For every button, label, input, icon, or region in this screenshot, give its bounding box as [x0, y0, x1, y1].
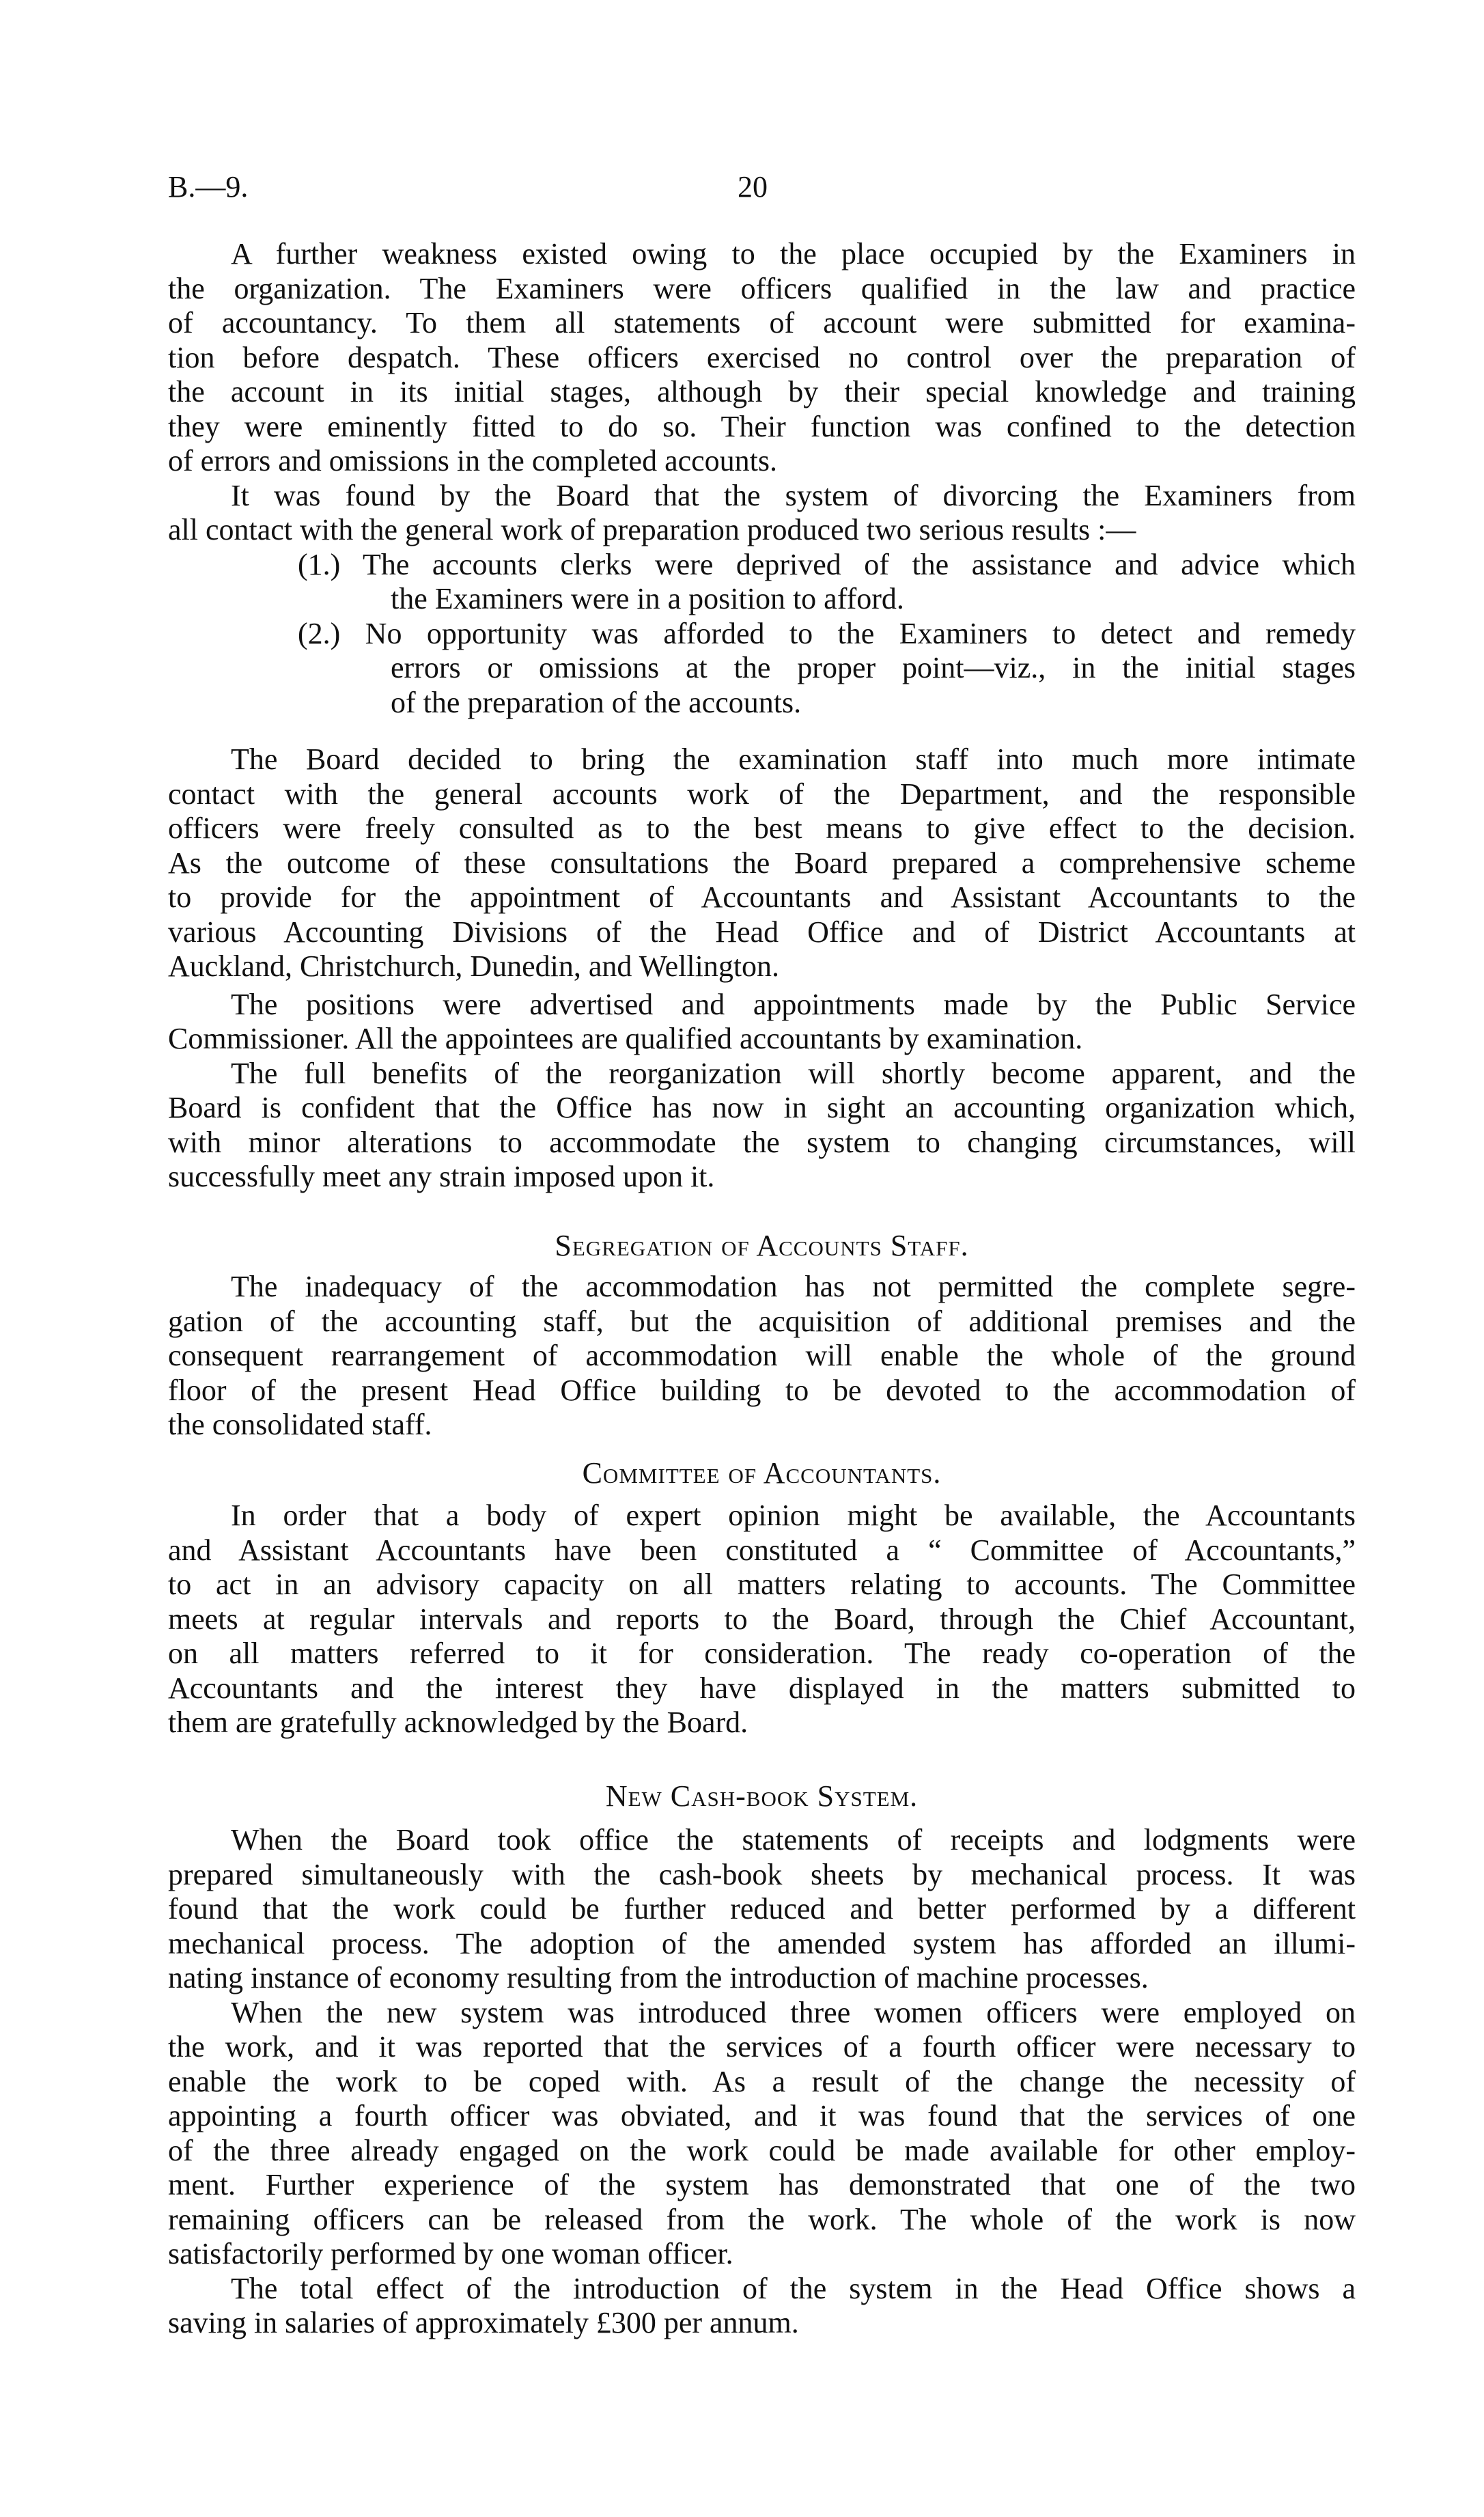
text-line: When the Board took office the statements of receipts and lodgments were — [231, 1823, 1356, 1857]
text-line: As the outcome of these consultations the Board prepared a comprehensive scheme — [168, 846, 1356, 880]
text-line: of accountancy. To them all statements of account were submitted for examina- — [168, 306, 1356, 339]
text-line: on all matters referred to it for consideration. The ready co-operation of the — [168, 1637, 1356, 1670]
text-line: mechanical process. The adoption of the amended system has afforded an illumi- — [168, 1926, 1356, 1960]
paragraph — [168, 1499, 1356, 1740]
text-line: nating instance of economy resulting from the introduction of machine processes. — [168, 1961, 1149, 1994]
page-number: 20 — [738, 170, 768, 204]
text-line: and Assistant Accountants have been constituted a “ Committee of Accountants,” — [168, 1533, 1356, 1567]
paragraph — [168, 1823, 1356, 1996]
text-line: When the new system was introduced three women officers were employed on — [231, 1995, 1356, 2029]
text-line: officers were freely consulted as to the best means to give effect to the decision. — [168, 811, 1356, 845]
text-line: A further weakness existed owing to the place occupied by the Examiners in — [231, 237, 1356, 270]
text-line: The inadequacy of the accommodation has not permitted the complete segre- — [231, 1270, 1356, 1303]
paragraph — [168, 742, 1356, 984]
text-line: they were eminently fitted to do so. Their function was confined to the detection — [168, 409, 1356, 443]
text-line: errors or omissions at the proper point—viz., in the initial stages — [391, 651, 1356, 684]
text-line: found that the work could be further reduced and better performed by a different — [168, 1892, 1356, 1925]
text-line: tion before despatch. These officers exercised no control over the preparation of — [168, 340, 1356, 374]
paragraph — [168, 237, 1356, 479]
text-line: enable the work to be coped with. As a result of the change the necessity of — [168, 2064, 1356, 2098]
text-line: the organization. The Examiners were officers qualified in the law and practice — [168, 271, 1356, 305]
text-line: meets at regular intervals and reports to the Board, through the Chief Accountant, — [168, 1602, 1356, 1636]
text-line: Commissioner. All the appointees are qualified accountants by examination. — [168, 1022, 1083, 1055]
text-line: The total effect of the introduction of the system in the Head Office shows a — [231, 2271, 1356, 2305]
text-line: prepared simultaneously with the cash-book sheets by mechanical process. It was — [168, 1857, 1356, 1891]
text-line: In order that a body of expert opinion might be available, the Accountants — [231, 1499, 1356, 1532]
text-line: appointing a fourth officer was obviated, and it was found that the services of one — [168, 2099, 1356, 2132]
text-line: to act in an advisory capacity on all matters relating to accounts. The Committee — [168, 1568, 1356, 1601]
text-line: with minor alterations to accommodate the system to changing circumstances, will — [168, 1125, 1356, 1159]
text-line: all contact with the general work of preparation produced two serious results :— — [168, 513, 1136, 546]
text-line: satisfactorily performed by one woman officer. — [168, 2237, 733, 2270]
section-heading: Committee of Accountants. — [582, 1456, 942, 1490]
text-line: The full benefits of the reorganization will shortly become apparent, and the — [231, 1056, 1356, 1090]
text-line: The Board decided to bring the examination staff into much more intimate — [231, 742, 1356, 776]
list-item — [168, 617, 1356, 721]
document-code: B.—9. — [168, 170, 249, 204]
text-line: consequent rearrangement of accommodation will enable the whole of the ground — [168, 1339, 1356, 1372]
text-line: the Examiners were in a position to afford. — [391, 582, 904, 615]
text-line: gation of the accounting staff, but the acquisition of additional premises and the — [168, 1304, 1356, 1338]
text-line: Accountants and the interest they have displayed in the matters submitted to — [168, 1671, 1356, 1705]
paragraph — [168, 479, 1356, 548]
page-body — [168, 237, 1356, 2341]
text-line: (2.) No opportunity was afforded to the Examiners to detect and remedy — [298, 616, 1356, 650]
section-heading: New Cash-book System. — [605, 1779, 919, 1813]
paragraph — [168, 988, 1356, 1057]
paragraph — [168, 1996, 1356, 2272]
text-line: them are gratefully acknowledged by the Board. — [168, 1706, 748, 1739]
text-line: It was found by the Board that the system of divorcing the Examiners from — [231, 478, 1356, 512]
text-line: remaining officers can be released from the work. The whole of the work is now — [168, 2202, 1356, 2236]
list-item — [168, 548, 1356, 617]
text-line: the consolidated staff. — [168, 1408, 432, 1441]
section-heading: Segregation of Accounts Staff. — [555, 1228, 969, 1262]
text-line: the work, and it was reported that the services of a fourth officer were necessary to — [168, 2030, 1356, 2063]
text-line: (1.) The accounts clerks were deprived of the assistance and advice which — [298, 547, 1356, 581]
text-line: of the three already engaged on the work could be made available for other employ- — [168, 2133, 1356, 2167]
text-line: contact with the general accounts work of the Department, and the responsible — [168, 777, 1356, 811]
paragraph — [168, 1270, 1356, 1443]
text-line: the account in its initial stages, although by their special knowledge and training — [168, 375, 1356, 408]
text-line: of the preparation of the accounts. — [391, 685, 802, 719]
paragraph — [168, 2272, 1356, 2341]
text-line: ment. Further experience of the system has demonstrated that one of the two — [168, 2168, 1356, 2201]
paragraph — [168, 1057, 1356, 1195]
text-line: to provide for the appointment of Accountants and Assistant Accountants to the — [168, 880, 1356, 914]
text-line: Board is confident that the Office has now in sight an accounting organization which, — [168, 1091, 1356, 1124]
text-line: of errors and omissions in the completed accounts. — [168, 444, 778, 477]
text-line: The positions were advertised and appointments made by the Public Service — [231, 987, 1356, 1021]
text-line: successfully meet any strain imposed upon it. — [168, 1160, 715, 1193]
text-line: various Accounting Divisions of the Head Office and of District Accountants at — [168, 915, 1356, 949]
text-line: saving in salaries of approximately £300 per annum. — [168, 2306, 799, 2339]
text-line: Auckland, Christchurch, Dunedin, and Wellington. — [168, 949, 780, 983]
text-line: floor of the present Head Office building to be devoted to the accommodation of — [168, 1373, 1356, 1407]
